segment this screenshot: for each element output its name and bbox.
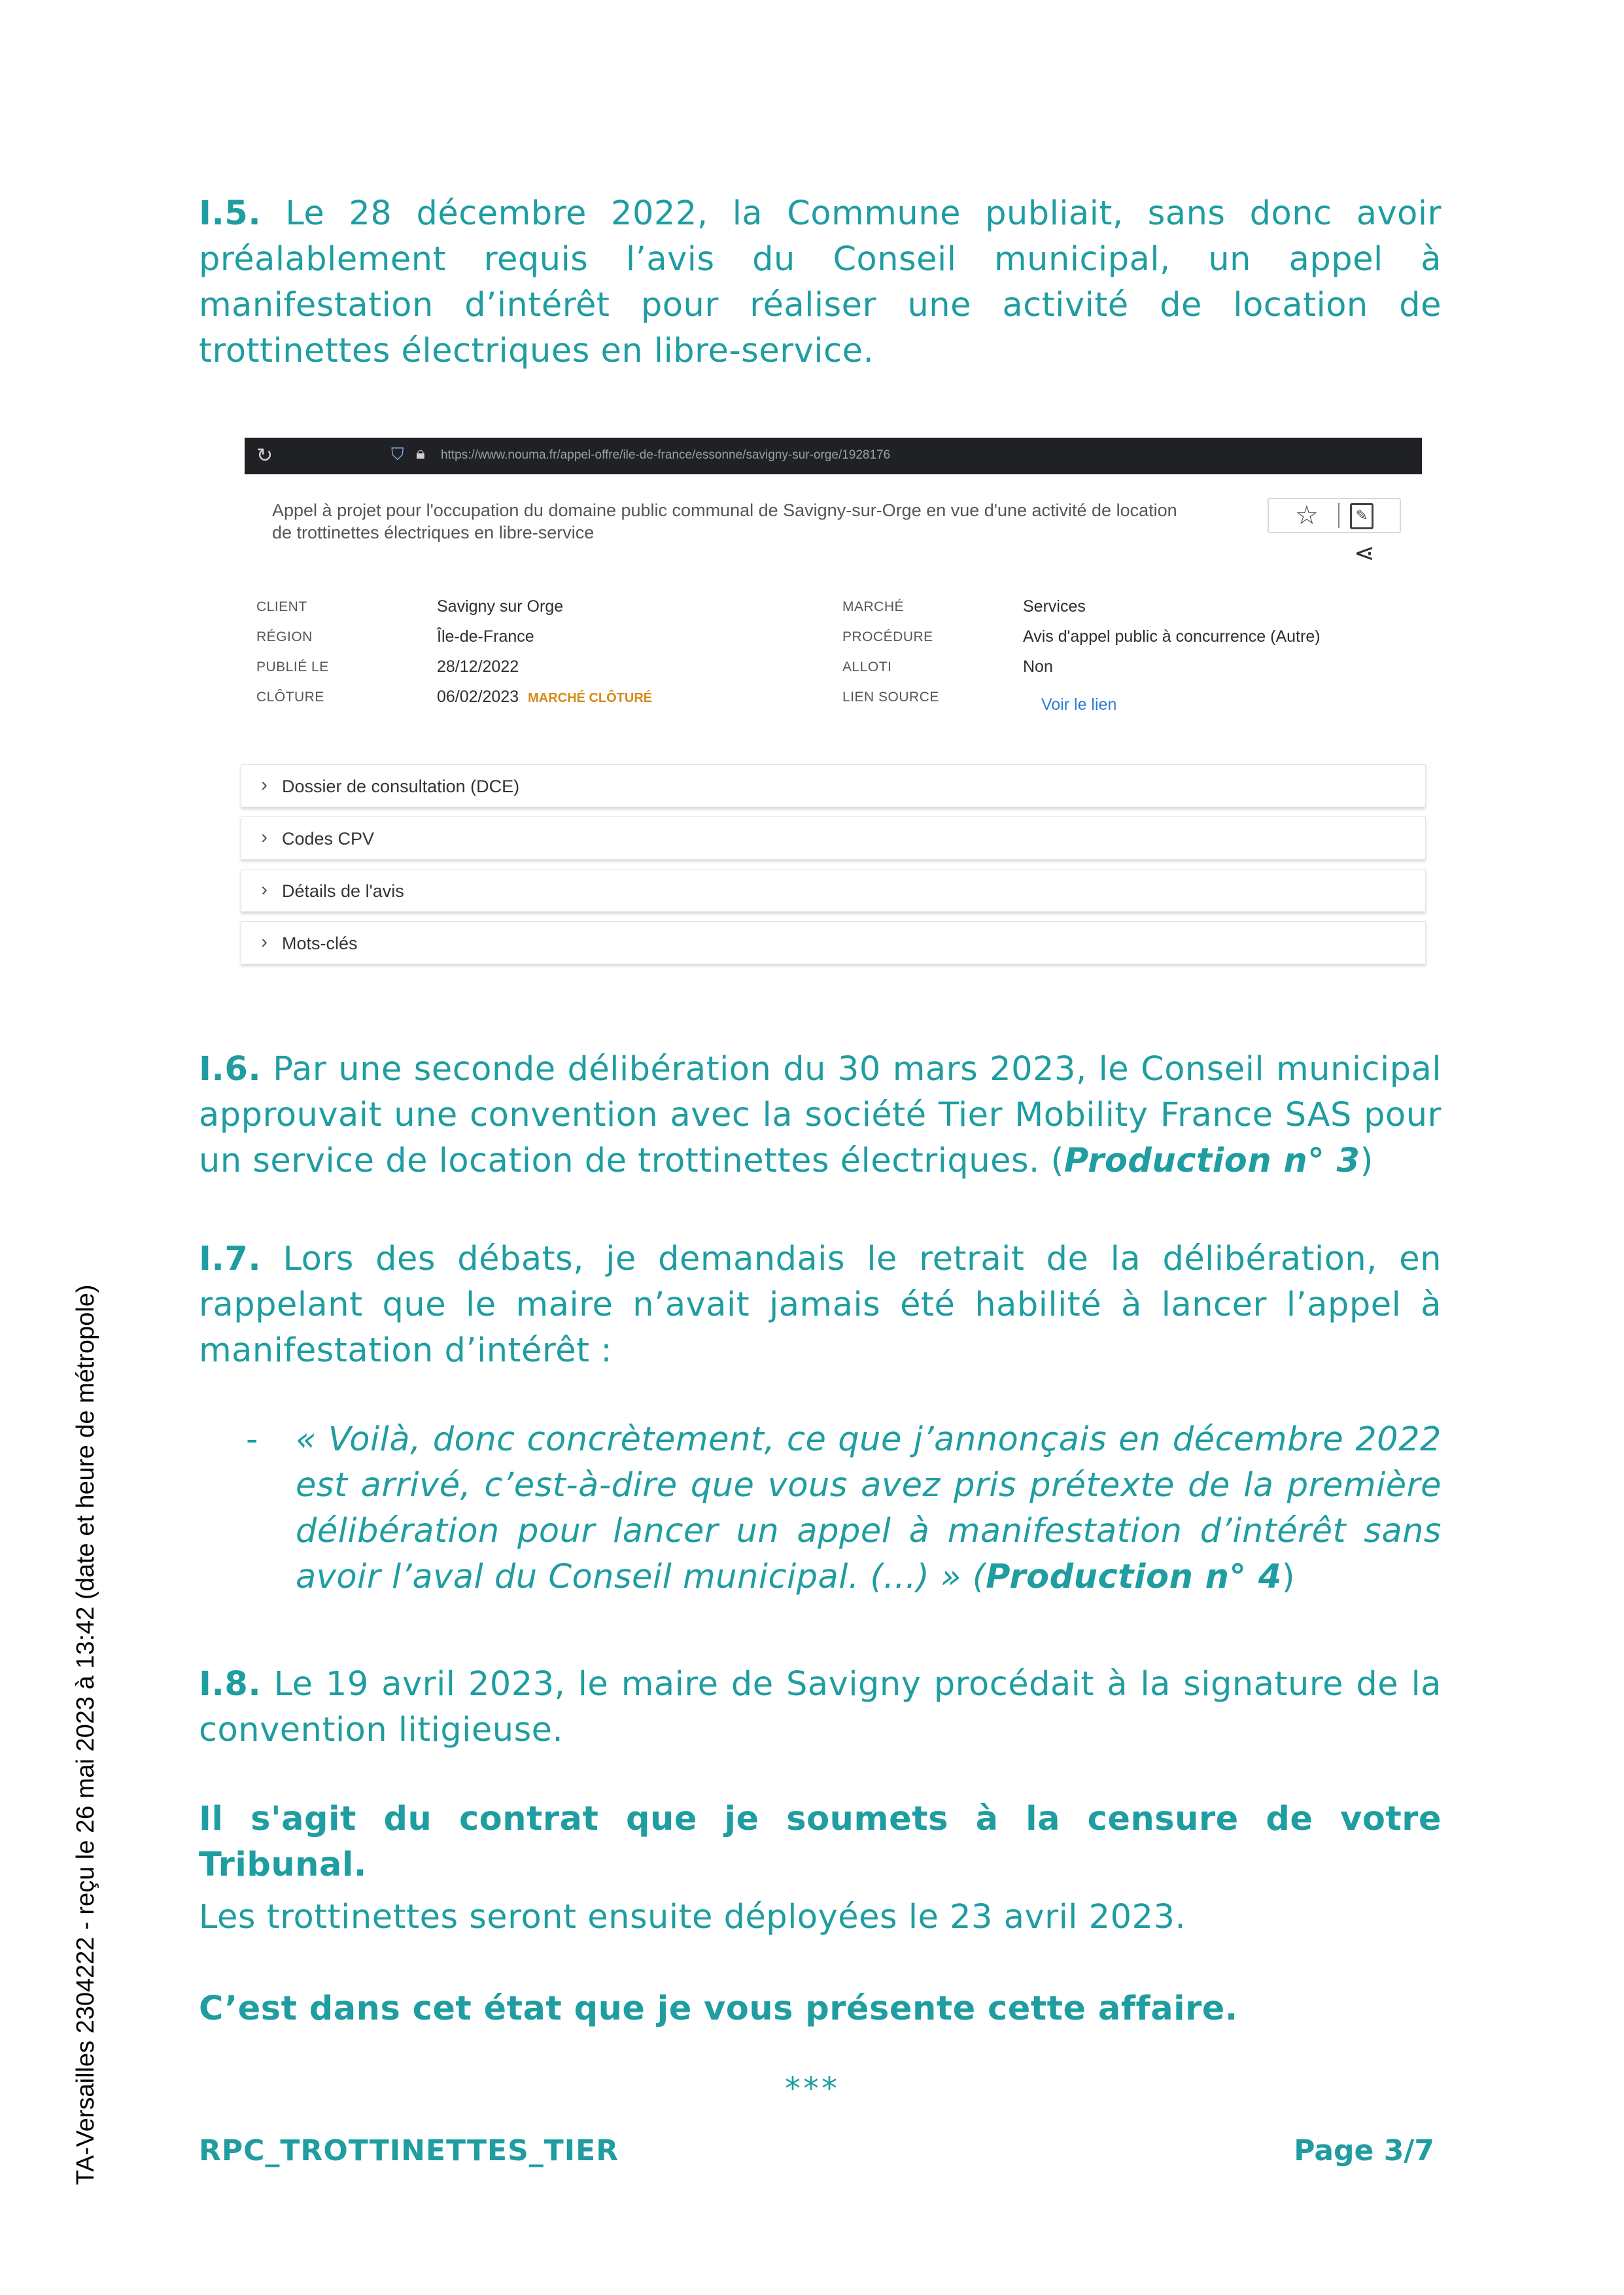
chevron-right-icon: ›: [261, 774, 268, 796]
paragraph-text: Le 19 avril 2023, le maire de Savigny procédait à la signature de la convention litigieuse.: [199, 1665, 1442, 1749]
paragraph-i7: [199, 1236, 1442, 1374]
deployment-statement: Les trottinettes seront ensuite déployées le 23 avril 2023.: [199, 1898, 1186, 1936]
closing-statement: C’est dans cet état que je vous présente cette affaire.: [199, 1989, 1238, 2028]
paragraph-number: I.6.: [199, 1050, 262, 1089]
value-market: Services: [1023, 597, 1086, 616]
chevron-right-icon: ›: [261, 879, 268, 900]
paragraph-number: I.8.: [199, 1665, 262, 1704]
value-published: 28/12/2022: [437, 657, 519, 676]
quote-text: « Voilà, donc concrètement, ce que j’annonçais en décembre 2022 est arrivé, c’est-à-dire que vous avez pris prétexte de la première délibération pour lancer un appel à manifestation d’intérêt sans avoir l’aval du Conseil municipal. (...) » (: [296, 1420, 1442, 1596]
lock-icon: 🔒︎: [416, 443, 425, 463]
source-link[interactable]: Voir le lien: [1041, 695, 1117, 714]
accordion-details[interactable]: [241, 869, 1426, 912]
accordion-label: Mots-clés: [282, 934, 358, 953]
paren-close: ): [1360, 1142, 1373, 1180]
paragraph-text: Par une seconde délibération du 30 mars 2023, le Conseil municipal approuvait une convention avec la société Tier Mobility France SAS pour un service de location de trottinettes électriques. (: [199, 1050, 1442, 1180]
accordion-label: Codes CPV: [282, 829, 375, 849]
browser-address-bar: [245, 438, 1422, 474]
paragraph-number: I.5.: [199, 194, 262, 233]
accordion-label: Dossier de consultation (DCE): [282, 777, 520, 796]
label-market: MARCHÉ: [842, 599, 905, 614]
accordion-cpv[interactable]: [241, 816, 1426, 860]
embedded-screenshot: [241, 434, 1425, 970]
value-alloti: Non: [1023, 657, 1053, 676]
paren-close: ): [1281, 1558, 1296, 1596]
value-client: Savigny sur Orge: [437, 597, 564, 616]
paragraph-i5: [199, 191, 1442, 374]
court-receipt-stamp: TA-Versailles 2304222 - reçu le 26 mai 2023 à 13:42 (date et heure de métropole): [72, 1284, 99, 2185]
action-icons: [1268, 498, 1401, 533]
label-procedure: PROCÉDURE: [842, 629, 933, 644]
label-client: CLIENT: [256, 599, 307, 614]
quote-dash: -: [246, 1420, 258, 1459]
value-procedure: Avis d'appel public à concurrence (Autre): [1023, 627, 1321, 646]
star-icon[interactable]: ☆: [1295, 501, 1319, 530]
paragraph-i6: [199, 1047, 1442, 1184]
reload-icon[interactable]: ↻: [256, 445, 273, 466]
paragraph-number: I.7.: [199, 1240, 262, 1278]
label-source-link: LIEN SOURCE: [842, 690, 939, 705]
value-closing: [437, 688, 652, 707]
production-ref: Production n° 3: [1063, 1142, 1360, 1180]
label-alloti: ALLOTI: [842, 659, 892, 674]
shield-icon: ⛉: [391, 444, 404, 464]
paragraph-text: Le 28 décembre 2022, la Commune publiait, sans donc avoir préalablement requis l’avis du Conseil municipal, un appel à manifestation d’intérêt pour réaliser une activité de location de trottinettes électriques en libre-service.: [199, 194, 1442, 370]
closing-date: 06/02/2023: [437, 688, 519, 706]
accordion-keywords[interactable]: [241, 921, 1426, 964]
notice-title: Appel à projet pour l'occupation du domaine public communal de Savigny-sur-Orge en vue d'une activité de location de trottinettes électriques en libre-service: [272, 500, 1177, 542]
paragraph-i8: [199, 1662, 1442, 1753]
quote-block: [296, 1417, 1442, 1600]
accordion-dce[interactable]: [241, 764, 1426, 807]
value-region: Île-de-France: [437, 627, 534, 646]
separator: [1338, 503, 1339, 528]
chevron-right-icon: ›: [261, 826, 268, 848]
accordion-label: Détails de l'avis: [282, 881, 404, 901]
paragraph-text: Lors des débats, je demandais le retrait de la délibération, en rappelant que le maire n’avait jamais été habilité à lancer l’appel à manifestation d’intérêt :: [199, 1240, 1442, 1370]
section-separator: ***: [785, 2071, 840, 2107]
bold-statement: Il s'agit du contrat que je soumets à la censure de votre Tribunal.: [199, 1800, 1442, 1884]
chevron-right-icon: ›: [261, 931, 268, 953]
footer-page-number: Page 3/7: [1294, 2134, 1434, 2167]
label-published: PUBLIÉ LE: [256, 659, 329, 674]
status-badge: MARCHÉ CLÔTURÉ: [528, 691, 653, 705]
production-ref: Production n° 4: [986, 1558, 1282, 1596]
calendar-edit-icon[interactable]: ✎: [1350, 503, 1373, 529]
share-icon[interactable]: ⋖: [1354, 540, 1375, 567]
url-text[interactable]: https://www.nouma.fr/appel-offre/ile-de-france/essonne/savigny-sur-orge/1928176: [441, 448, 891, 462]
label-closing: CLÔTURE: [256, 690, 324, 705]
label-region: RÉGION: [256, 629, 313, 644]
footer-document-id: RPC_TROTTINETTES_TIER: [199, 2134, 619, 2167]
